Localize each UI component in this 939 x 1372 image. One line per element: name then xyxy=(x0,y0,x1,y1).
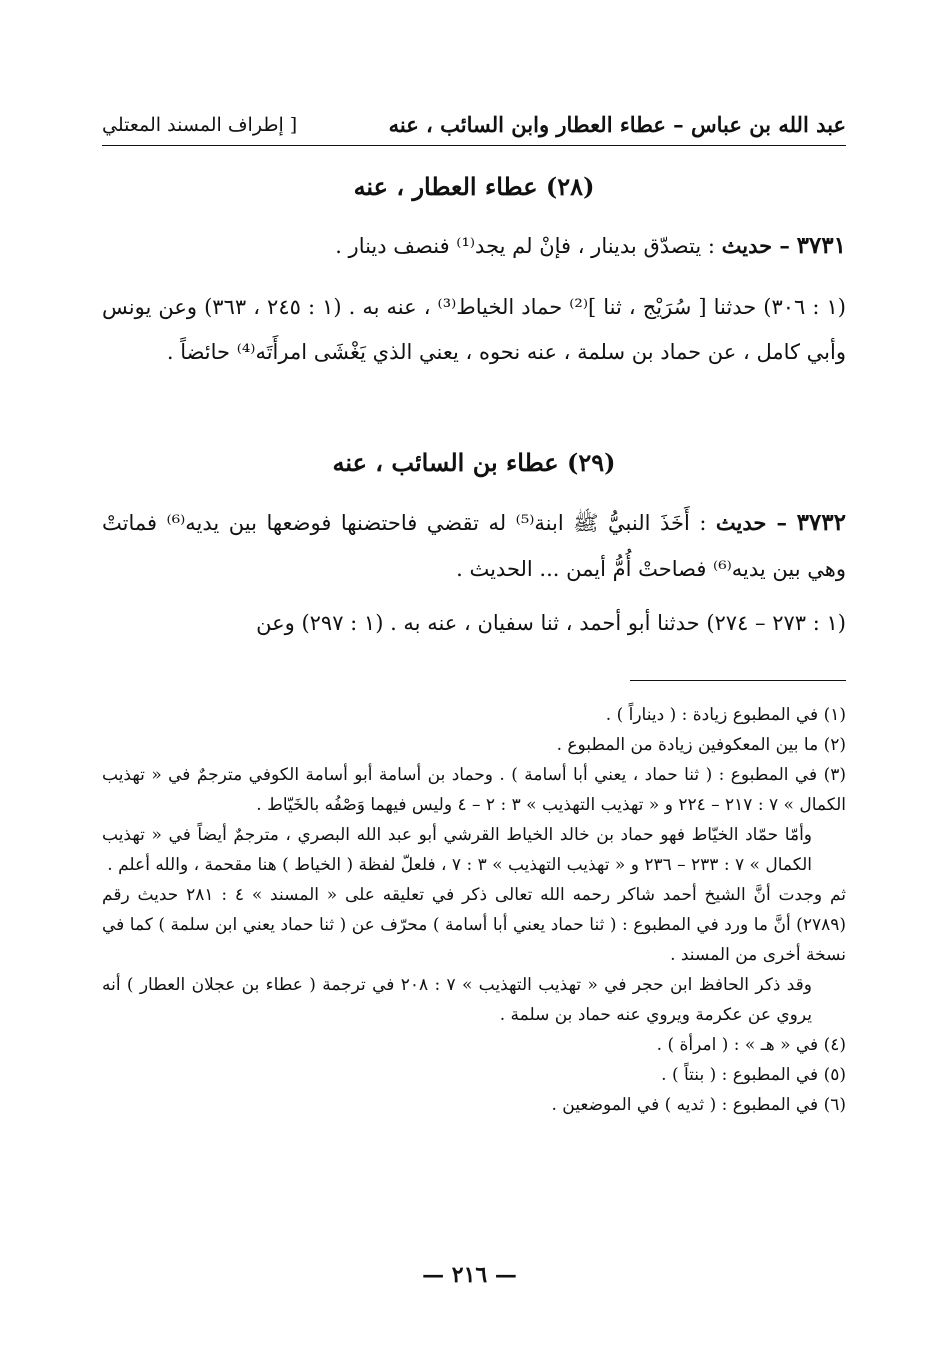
hadith-3731 xyxy=(102,226,846,266)
footnotes xyxy=(102,700,846,1120)
footnote-1: (١) في المطبوع زيادة : ( ديناراً ) . xyxy=(605,705,846,725)
hadith-text: : يتصدّق بدينار ، فإنْ لم يجد⁽¹⁾ فنصف دينار . xyxy=(335,234,715,258)
hadith-label: – حديث xyxy=(715,510,788,535)
running-header xyxy=(102,112,846,146)
header-chapter-title: عبد الله بن عباس – عطاء العطار وابن السائب ، عنه xyxy=(388,112,846,137)
footnote-separator xyxy=(630,680,846,681)
section-title-28: (٢٨) عطاء العطار ، عنه xyxy=(353,172,595,201)
isnad-3732: (١ : ٢٧٣ – ٢٧٤) حدثنا أبو أحمد ، ثنا سفيان ، عنه به . (١ : ٢٩٧) وعن xyxy=(256,611,846,635)
page-number: — ٢١٦ — xyxy=(422,1262,517,1288)
hadith-3732 xyxy=(102,500,846,592)
footnote-3-shakir-note: ثم وجدت أنَّ الشيخ أحمد شاكر رحمه الله تعالى ذكر في تعليقه على « المسند » ٤ : ٢٨١ حديث رقم (٢٧٨٩) أنَّ ما ورد في المطبوع : ( ثنا حماد يعني أبا أسامة ) محرّف عن ( ثنا حماد يعني ابن سلمة ) كما في نسخة أخرى من المسند . xyxy=(102,885,846,965)
hadith-number: ٣٧٣١ xyxy=(796,232,846,259)
footnote-2: (٢) ما بين المعكوفين زيادة من المطبوع . xyxy=(556,735,846,755)
footnote-3: (٣) في المطبوع : ( ثنا حماد ، يعني أبا أسامة ) . وحماد بن أسامة أبو أسامة الكوفي مترجمٌ في « تهذيب الكمال » ٧ : ٢١٧ – ٢٢٤ و « تهذيب التهذيب » ٣ : ٢ – ٤ وليس فيهما وَصْفُه بالخَيّاط . xyxy=(102,765,846,815)
footnote-6: (٦) في المطبوع : ( ثديه ) في الموضعين . xyxy=(551,1095,846,1115)
header-book-title: [ إطراف المسند المعتلي xyxy=(102,114,298,136)
section-title-29: (٢٩) عطاء بن السائب ، عنه xyxy=(332,448,616,477)
footnote-3-ibn-hajar-note: وقد ذكر الحافظ ابن حجر في « تهذيب التهذيب » ٧ : ٢٠٨ في ترجمة ( عطاء بن عجلان العطار ) أنه يروي عن عكرمة ويروي عنه حماد بن سلمة . xyxy=(102,975,812,1025)
hadith-text: : أَخَذَ النبيُّ ﷺ ابنة⁽⁵⁾ له تقضي فاحتضنها فوضعها بين يديه⁽⁶⁾ فماتتْ وهي بين يديه⁽⁶⁾ فصاحتْ أُمُّ أيمن ... الحديث . xyxy=(102,511,846,581)
footnote-3-continued: وأمّا حمّاد الخيّاط فهو حماد بن خالد الخياط القرشي أبو عبد الله البصري ، مترجمٌ أيضاً في « تهذيب الكمال » ٧ : ٢٣٣ – ٢٣٦ و « تهذيب التهذيب » ٣ : ٧ ، فلعلّ لفظة ( الخياط ) هنا مقحمة ، والله أعلم . xyxy=(102,825,812,875)
isnad-3731: (١ : ٣٠٦) حدثنا [ سُرَيْج ، ثنا ]⁽²⁾ حماد الخياط⁽³⁾ ، عنه به . (١ : ٢٤٥ ، ٣٦٣) وعن يونس وأبي كامل ، عن حماد بن سلمة ، عنه نحوه ، يعني الذي يَغْشَى امرأَتَه⁽⁴⁾ حائضاً . xyxy=(102,295,846,364)
hadith-label: – حديث xyxy=(721,233,790,258)
footnote-4: (٤) في « هـ » : ( امرأة ) . xyxy=(656,1035,846,1055)
footnote-5: (٥) في المطبوع : ( بنتاً ) . xyxy=(661,1065,846,1085)
hadith-number: ٣٧٣٢ xyxy=(796,509,846,536)
